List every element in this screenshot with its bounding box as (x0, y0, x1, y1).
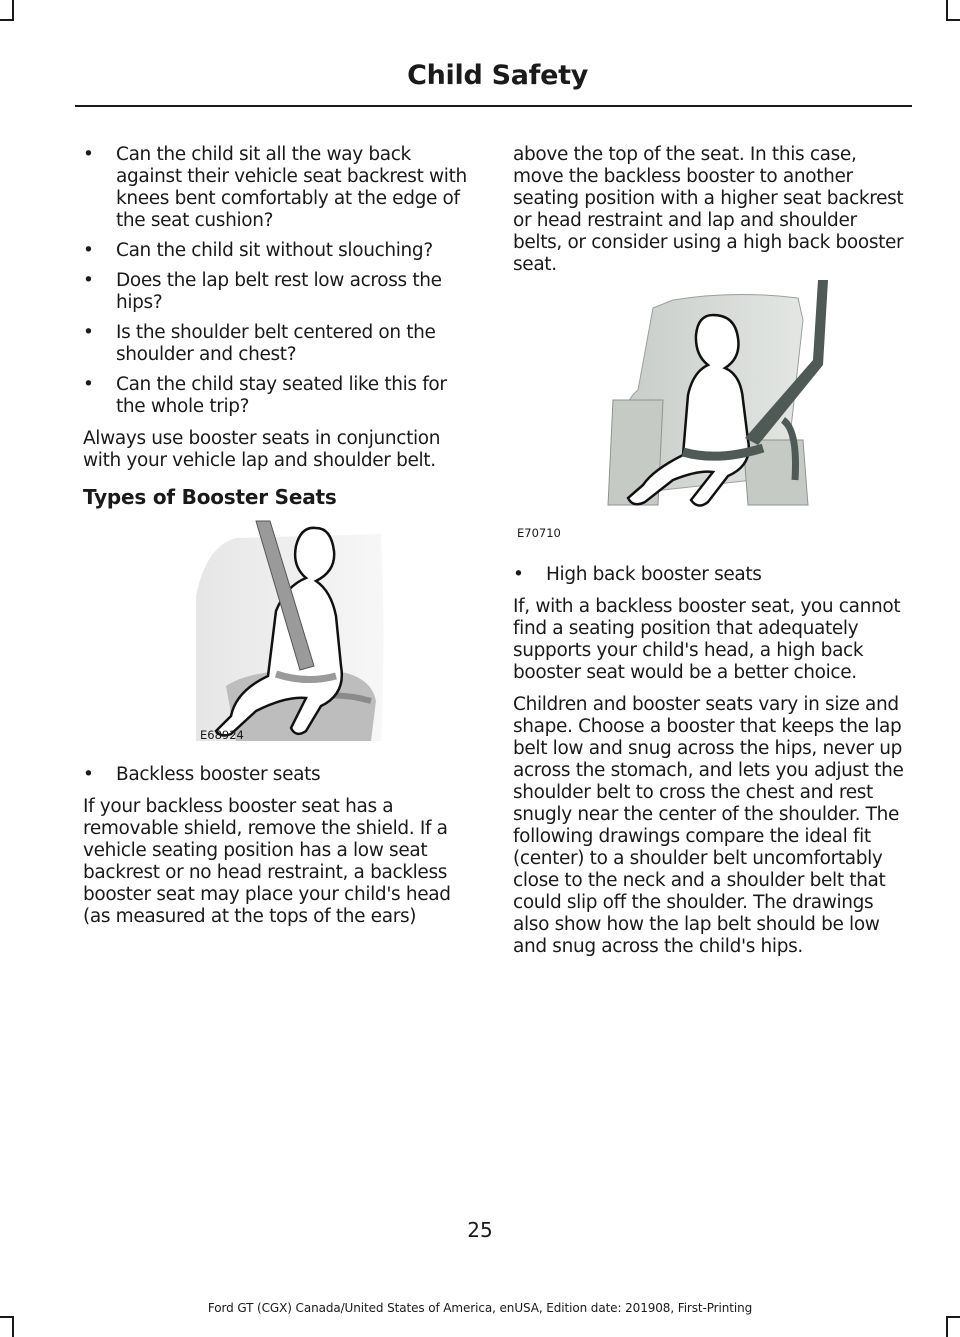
booster-belt-note: Always use booster seats in conjunction with your vehicle lap and shoulder belt. (83, 428, 441, 471)
backless-list (83, 764, 478, 786)
page-number: 25 (467, 1218, 493, 1242)
list-item: • Is the shoulder belt centered on the shoulder and chest? (83, 322, 436, 365)
list-item: • Can the child sit all the way back against their vehicle seat backrest with knees bent comfortably at the edge of the seat cushion? (83, 144, 467, 231)
figure-code: E70710 (517, 526, 561, 540)
bullet: • (513, 564, 524, 585)
list-item: • Can the child sit without slouching? (83, 240, 433, 261)
bullet: • (83, 322, 94, 343)
crop-mark (946, 0, 948, 20)
backless-paragraph: If your backless booster seat has a removable shield, remove the shield. If a vehicle seating position has a low seat backrest or no head restraint, a backless booster seat may place your child's head (as measured at the tops of the ears) (83, 796, 451, 927)
left-column (83, 144, 478, 938)
bullet: • (83, 270, 94, 291)
crop-mark (946, 1316, 960, 1318)
crop-mark (0, 19, 14, 21)
bullet: • (83, 764, 94, 785)
high-back-booster-illustration (513, 280, 908, 550)
right-column (513, 144, 908, 968)
continued-paragraph: above the top of the seat. In this case, move the backless booster to another seating position with a higher seat backrest or head restraint and lap and shoulder belts, or consider using a high back booster seat. (513, 144, 904, 275)
list-item: • Backless booster seats (83, 764, 321, 785)
figure-code: E68924 (200, 728, 244, 742)
crop-mark (12, 0, 14, 20)
footer: Ford GT (CGX) Canada/United States of America, enUSA, Edition date: 201908, First-Printing (207, 1301, 753, 1315)
list-item: • Can the child stay seated like this for the whole trip? (83, 374, 447, 417)
crop-mark (0, 1316, 14, 1318)
fit-paragraph: Children and booster seats vary in size and shape. Choose a booster that keeps the lap belt low and snug across the hips, never up across the stomach, and lets you adjust the shoulder belt to cross the chest and rest snugly near the center of the shoulder. The following drawings compare the ideal fit (center) to a shoulder belt uncomfortably close to the neck and a shoulder belt that could slip off the shoulder. The drawings also show how the lap belt should be low and snug across the child's hips. (513, 694, 904, 957)
types-heading: Types of Booster Seats (83, 485, 337, 509)
bullet: • (83, 144, 94, 165)
list-item: • Does the lap belt rest low across the hips? (83, 270, 442, 313)
backless-booster-figure (196, 516, 478, 752)
high-back-paragraph: If, with a backless booster seat, you cannot find a seating position that adequately supports your child's head, a high back booster seat would be a better choice. (513, 596, 901, 683)
high-back-booster-figure (513, 280, 908, 550)
crop-mark (946, 1317, 948, 1337)
section-title: Child Safety (407, 60, 588, 91)
crop-mark (946, 19, 960, 21)
title-rule (75, 105, 912, 107)
backless-booster-illustration (196, 516, 478, 752)
high-back-list (513, 564, 908, 586)
bullet: • (83, 240, 94, 261)
bullet: • (83, 374, 94, 395)
fit-checklist (83, 144, 478, 418)
list-item: • High back booster seats (513, 564, 762, 585)
crop-mark (12, 1317, 14, 1337)
